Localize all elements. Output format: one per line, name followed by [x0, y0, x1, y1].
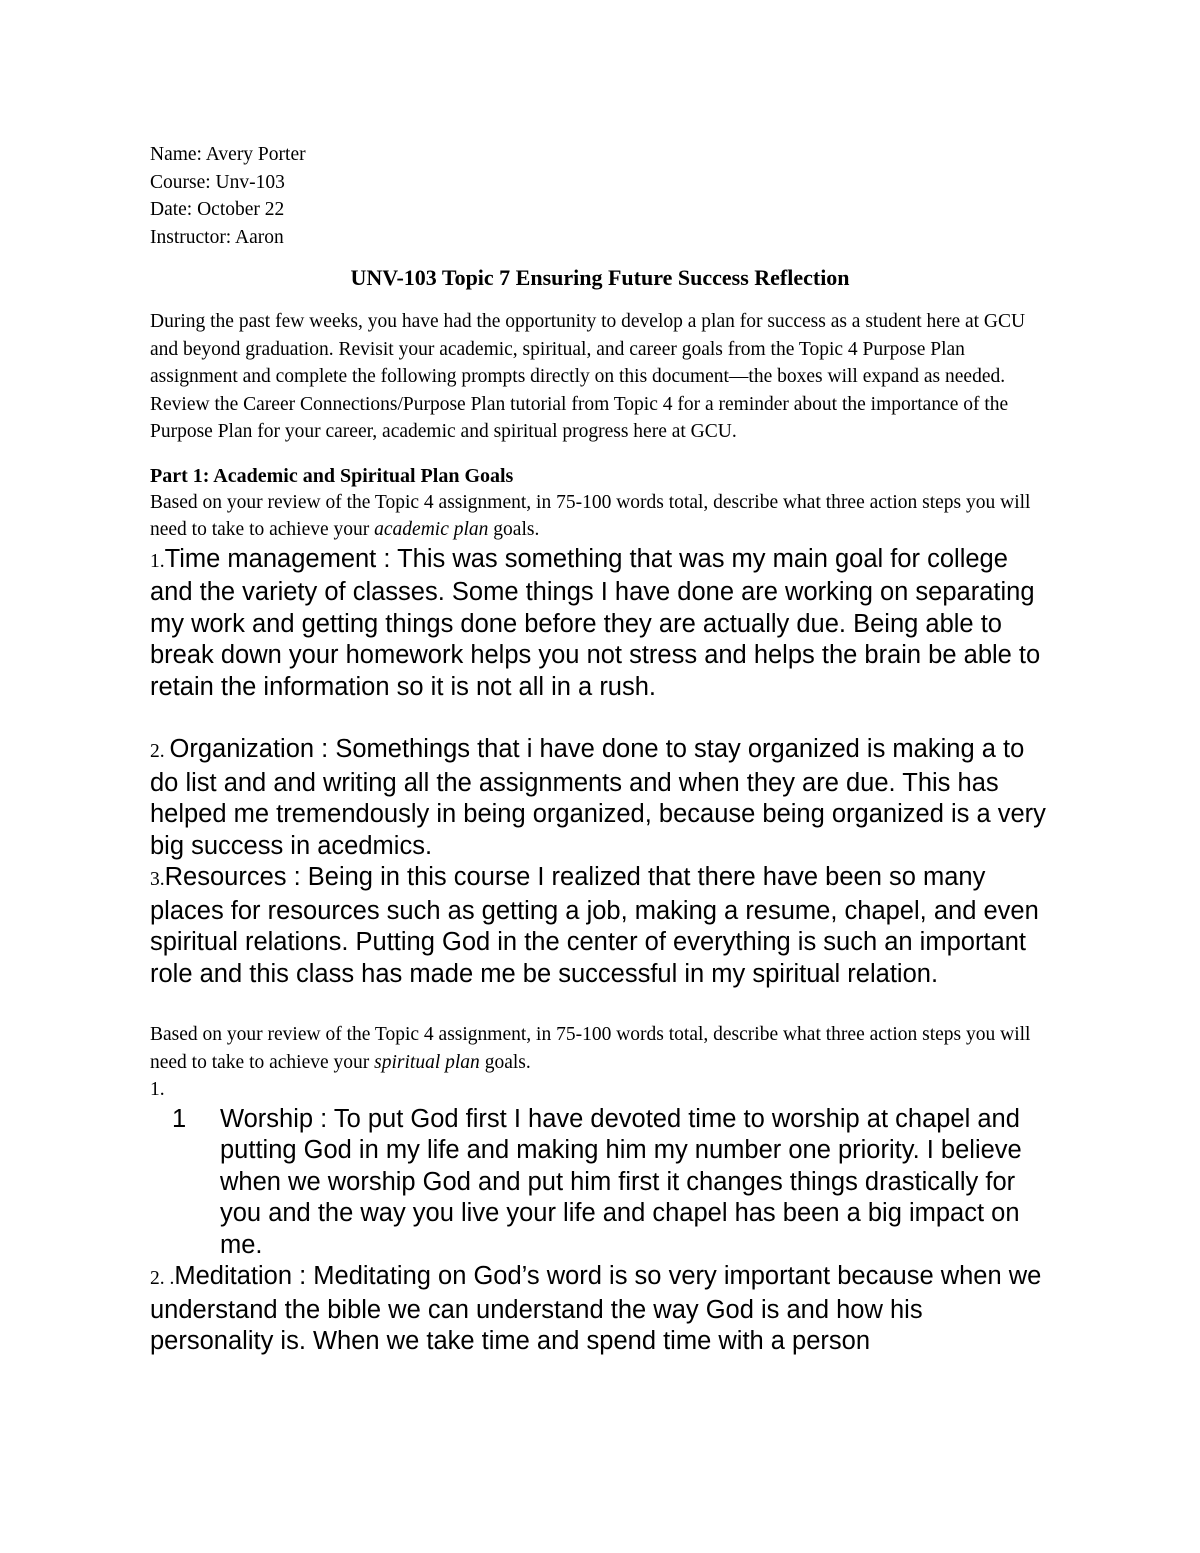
- academic-answer-3: [150, 862, 1050, 990]
- answer-number: 3.: [150, 869, 165, 890]
- document-page: [150, 141, 1050, 1358]
- spiritual-prompt-emphasis: spiritual plan: [374, 1051, 480, 1073]
- answer-text: Resources : Being in this course I realized that there have been so many places for resources such as getting a job, making a resume, chapel, and even spiritual relations. Putting God in the center of everything is such an important role and this class has made me be successful in my spiritual relation.: [150, 863, 1039, 988]
- submission-date: Date: October 22: [150, 199, 285, 220]
- answer-number: 2. .: [150, 1268, 175, 1289]
- blank-line: [150, 990, 1050, 1021]
- spiritual-prompt: [150, 1021, 1050, 1076]
- spiritual-answer-1: [150, 1104, 1050, 1262]
- spiritual-prompt-end: goals.: [479, 1051, 531, 1073]
- instructor-name: Instructor: Aaron: [150, 226, 284, 248]
- answer-text: Time management : This was something that was my main goal for college and the variety of classes. Some things I have done are working on separating my work and getting things done before they are actually due. Being able to break down your homework helps you not stress and helps the brain be able to retain the information so it is not all in a rush.: [150, 544, 1041, 701]
- intro-paragraph: During the past few weeks, you have had the opportunity to develop a plan for success as a student here at GCU and beyond graduation. Revisit your academic, spiritual, and career goals from the Topic 4 Purpose Plan assignment and complete the following prompts directly on this document—the boxes will expand as needed. Review the Career Connections/Purpose Plan tutorial from Topic 4 for a reminder about the importance of the Purpose Plan for your career, academic and spiritual progress here at GCU.: [150, 311, 1026, 442]
- academic-prompt-text: Based on your review of the Topic 4 assignment, in 75-100 words total, describe what three action steps you will need to take to achieve your: [150, 491, 1031, 540]
- student-info-block: [150, 141, 1050, 251]
- academic-prompt-end: goals.: [488, 519, 540, 540]
- academic-prompt-emphasis: academic plan: [374, 519, 489, 540]
- academic-answer-2: [150, 734, 1050, 862]
- academic-answer-1: [150, 544, 1050, 704]
- document-title: UNV-103 Topic 7 Ensuring Future Success Reflection: [350, 265, 850, 290]
- answer-number: 1.: [150, 550, 165, 572]
- spiritual-empty-number: 1.: [150, 1079, 165, 1100]
- answer-text: Organization : Somethings that i have done to stay organized is making a to do list and and writing all the assignments and when they are due. This has helped me tremendously in being organized, because being organized is a very big success in acedmics.: [150, 735, 1046, 860]
- student-name: Name: Avery Porter: [150, 144, 306, 165]
- answer-number: 2.: [150, 741, 170, 762]
- blank-line: [150, 703, 1050, 734]
- part1-heading: Part 1: Academic and Spiritual Plan Goals: [150, 464, 514, 487]
- course-code: Course: Unv-103: [150, 171, 285, 193]
- answer-text: Meditation : Meditating on God’s word is so very important because when we understand the bible we can understand the way God is and how his personality is. When we take time and spend time with a person: [150, 1262, 1042, 1355]
- answer-text: Worship : To put God first I have devoted time to worship at chapel and putting God in my life and making him my number one priority. I believe when we worship God and put him first it changes things drastically for you and the way you live your life and chapel has been a big impact on me.: [220, 1104, 1022, 1259]
- spiritual-answer-2: [150, 1261, 1050, 1358]
- spiritual-prompt-text: Based on your review of the Topic 4 assignment, in 75-100 words total, describe what three action steps you will need to take to achieve your: [150, 1024, 1031, 1073]
- academic-prompt: [150, 489, 1050, 544]
- answer-number: 1: [172, 1104, 187, 1133]
